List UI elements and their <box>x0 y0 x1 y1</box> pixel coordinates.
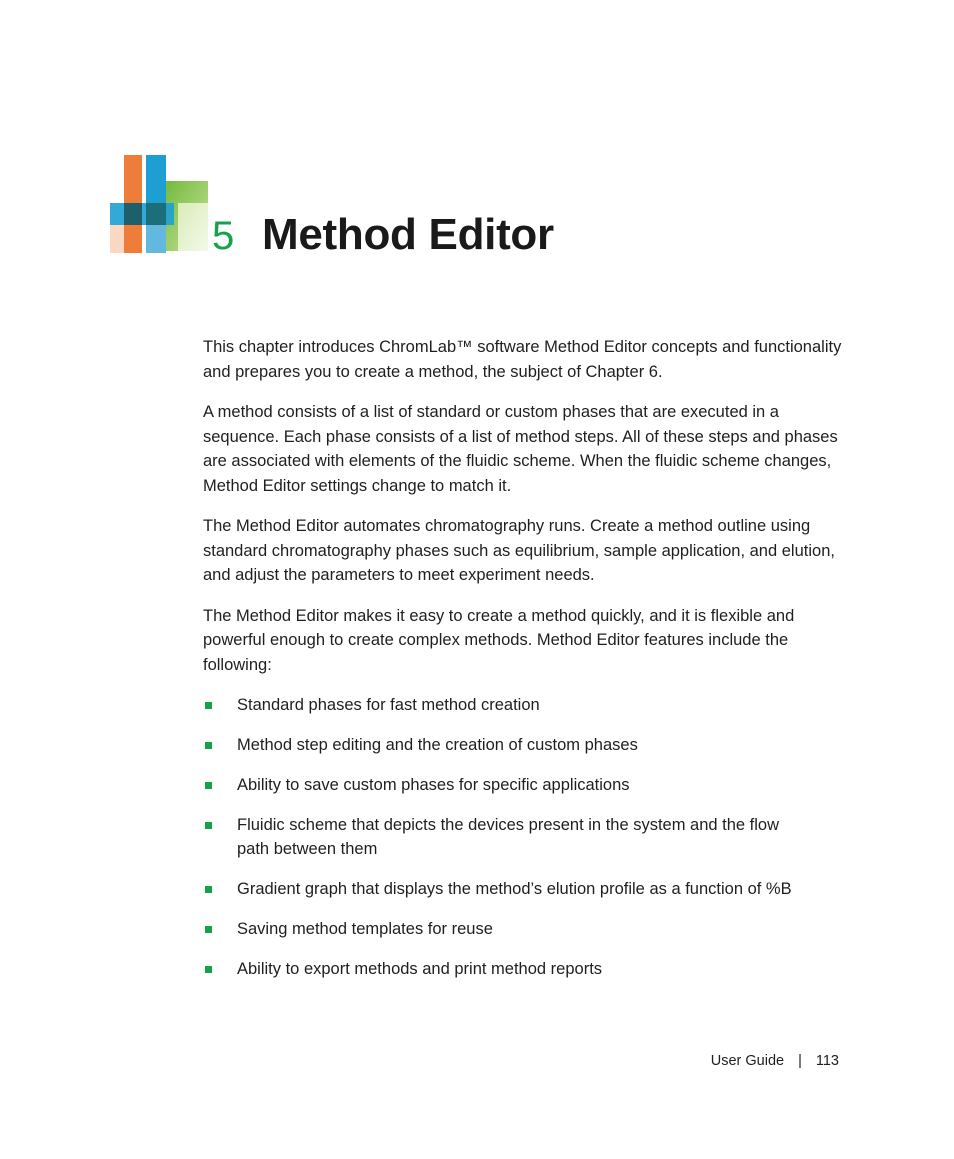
list-item <box>203 693 807 718</box>
feature-list <box>203 693 843 982</box>
footer-guide-label: User Guide <box>710 1053 785 1069</box>
list-item <box>203 773 807 798</box>
page-number: 113 <box>815 1053 839 1069</box>
bullet-square-icon <box>205 966 212 973</box>
list-item-text: Standard phases for fast method creation <box>237 695 540 714</box>
bullet-square-icon <box>205 926 212 933</box>
chapter-title: Method Editor <box>262 210 554 259</box>
list-item-text: Ability to export methods and print method reports <box>237 960 603 978</box>
features-intro-paragraph: The Method Editor makes it easy to create a method quickly, and it is flexible and powerful enough to create complex methods. Method Editor features include the following: <box>203 606 795 674</box>
chapter-logo <box>110 155 210 253</box>
list-item <box>203 733 807 758</box>
list-item <box>203 917 807 942</box>
footer-separator: | <box>798 1053 802 1069</box>
bullet-square-icon <box>205 822 212 829</box>
page-footer <box>711 1051 839 1071</box>
list-item-text: Fluidic scheme that depicts the devices present in the system and the flow path between them <box>237 815 780 858</box>
chapter-number: 5 <box>212 214 235 258</box>
bullet-square-icon <box>205 702 212 709</box>
bullet-square-icon <box>205 782 212 789</box>
list-item <box>203 957 807 982</box>
bullet-square-icon <box>205 886 212 893</box>
list-item <box>203 877 807 902</box>
list-item-text: Saving method templates for reuse <box>237 920 493 938</box>
list-item-text: Method step editing and the creation of custom phases <box>237 735 638 754</box>
intro-paragraph: This chapter introduces ChromLab™ software Method Editor concepts and functionality and prepares you to create a method, the subject of Chapter 6. <box>203 338 842 381</box>
list-item <box>203 813 807 862</box>
automation-paragraph: The Method Editor automates chromatography runs. Create a method outline using standard chromatography phases such as equilibrium, sample application, and elution, and adjust the parameters to meet experiment needs. <box>203 517 835 584</box>
list-item-text: Ability to save custom phases for specific applications <box>237 775 630 794</box>
method-definition-paragraph: A method consists of a list of standard or custom phases that are executed in a sequence. Each phase consists of a list of method steps. All of these steps and phases are associated with elements of the fluidic scheme. When the fluidic scheme changes, Method Editor settings change to match it. <box>203 403 838 495</box>
bullet-square-icon <box>205 742 212 749</box>
chapter-body <box>203 335 843 997</box>
list-item-text: Gradient graph that displays the method’s elution profile as a function of %B <box>237 880 792 898</box>
